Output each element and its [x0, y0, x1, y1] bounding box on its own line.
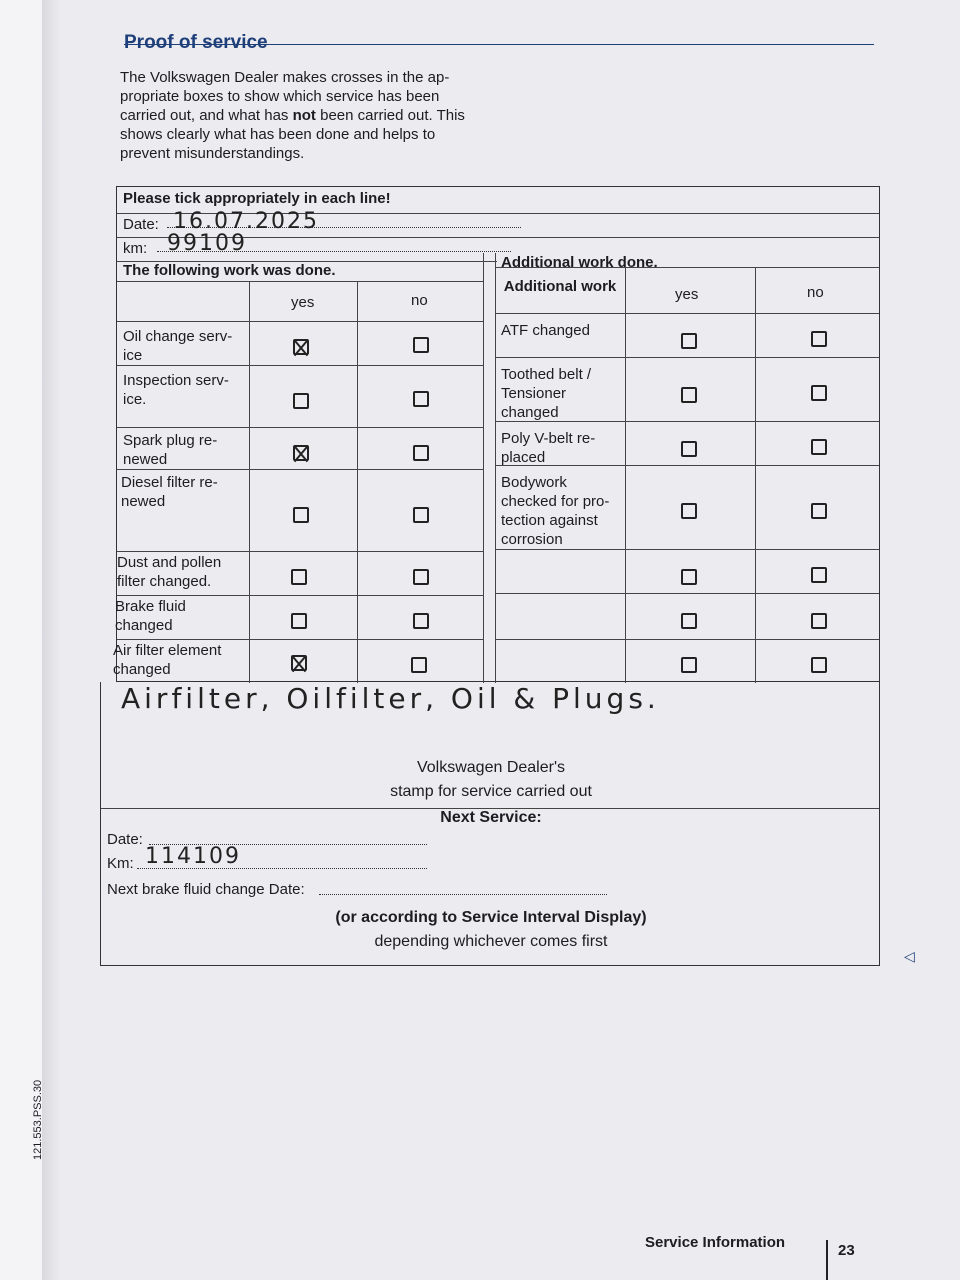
additional-heading: Additional work done.	[501, 254, 658, 271]
checkbox-diesel-filter-yes[interactable]	[293, 507, 309, 523]
continue-arrow-icon: ◁	[904, 948, 915, 964]
stamp-line2: stamp for service carried out	[390, 783, 592, 800]
checkbox-bodywork-no[interactable]	[811, 503, 827, 519]
next-service-heading: Next Service:	[440, 809, 542, 826]
next-km-label: Km:	[107, 855, 134, 872]
checkbox-atf-yes[interactable]	[681, 333, 697, 349]
checkbox-toothed-belt-yes[interactable]	[681, 387, 697, 403]
intro-text: The Volkswagen Dealer makes crosses in the ap- propriate boxes to show which service has been carried out, and what has not been carried out. This shows clearly what has been done and helps to prevent misunderstandings.	[120, 69, 465, 162]
checkbox-diesel-filter-no[interactable]	[413, 507, 429, 523]
col-no-right: no	[807, 284, 824, 301]
footer-section-label: Service Information	[645, 1234, 786, 1251]
row-label-air-filter: Air filter element changed	[113, 642, 222, 678]
checkbox-atf-no[interactable]	[811, 331, 827, 347]
additional-work-header: Additional work	[503, 278, 617, 295]
col-yes-left: yes	[291, 294, 315, 311]
page-title: Proof of service	[124, 32, 268, 53]
checkbox-poly-v-belt-no[interactable]	[811, 439, 827, 455]
checkbox-poly-v-belt-yes[interactable]	[681, 441, 697, 457]
km-label: km:	[123, 240, 148, 257]
brake-fluid-label: Next brake fluid change Date:	[107, 881, 305, 898]
service-form	[113, 186, 880, 682]
row-label-inspection: Inspection serv- ice.	[123, 372, 229, 408]
row-label-dust-pollen: Dust and pollen filter changed.	[117, 554, 222, 590]
checkbox-extra2-no[interactable]	[811, 613, 827, 629]
checkbox-extra2-yes[interactable]	[681, 613, 697, 629]
interval-note-bold: (or according to Service Interval Display)	[335, 909, 647, 926]
next-km-value[interactable]: 114109	[145, 844, 241, 869]
checkbox-oil-change-yes[interactable]	[293, 339, 309, 355]
col-yes-right: yes	[675, 286, 699, 303]
checkbox-extra1-no[interactable]	[811, 567, 827, 583]
footer-divider	[826, 1240, 828, 1280]
checkbox-toothed-belt-no[interactable]	[811, 385, 827, 401]
checkbox-extra3-no[interactable]	[811, 657, 827, 673]
interval-note: depending whichever comes first	[374, 933, 608, 950]
dealer-section	[100, 682, 880, 966]
checkbox-dust-pollen-no[interactable]	[413, 569, 429, 585]
checkbox-inspection-yes[interactable]	[293, 393, 309, 409]
checkbox-air-filter-no[interactable]	[411, 657, 427, 673]
title-rule	[124, 44, 874, 45]
km-value[interactable]: 99109	[167, 231, 247, 256]
checkbox-air-filter-yes[interactable]	[291, 655, 307, 671]
checkbox-extra3-yes[interactable]	[681, 657, 697, 673]
row-label-atf: ATF changed	[501, 322, 590, 339]
checkbox-dust-pollen-yes[interactable]	[291, 569, 307, 585]
row-label-spark-plug: Spark plug re- newed	[123, 432, 218, 468]
row-label-diesel-filter: Diesel filter re- newed	[121, 474, 218, 510]
binding-fold	[42, 0, 60, 1280]
work-heading: The following work was done.	[123, 262, 336, 279]
checkbox-brake-fluid-yes[interactable]	[291, 613, 307, 629]
row-label-poly-v-belt: Poly V-belt re- placed	[501, 430, 596, 466]
checkbox-oil-change-no[interactable]	[413, 337, 429, 353]
page-number: 23	[838, 1242, 855, 1259]
stamp-line1: Volkswagen Dealer's	[416, 759, 566, 776]
checkbox-spark-plug-yes[interactable]	[293, 445, 309, 461]
handwritten-note[interactable]: Airfilter, Oilfilter, Oil & Plugs.	[121, 682, 660, 715]
checkbox-extra1-yes[interactable]	[681, 569, 697, 585]
instruction-text: Please tick appropriately in each line!	[123, 190, 391, 207]
row-label-brake-fluid: Brake fluid changed	[115, 598, 186, 634]
checkbox-brake-fluid-no[interactable]	[413, 613, 429, 629]
date-label: Date:	[123, 216, 159, 233]
checkbox-bodywork-yes[interactable]	[681, 503, 697, 519]
document-code: 121.553.PSS.30	[32, 1079, 44, 1160]
next-date-label: Date:	[107, 831, 143, 848]
col-no-left: no	[411, 292, 428, 309]
checkbox-inspection-no[interactable]	[413, 391, 429, 407]
date-value[interactable]: 16.07.2025	[173, 209, 319, 234]
row-label-oil-change: Oil change serv- ice	[123, 328, 233, 364]
checkbox-spark-plug-no[interactable]	[413, 445, 429, 461]
row-label-toothed-belt: Toothed belt / Tensioner changed	[501, 366, 592, 421]
row-label-bodywork: Bodywork checked for pro- tection against corrosion	[501, 474, 610, 548]
